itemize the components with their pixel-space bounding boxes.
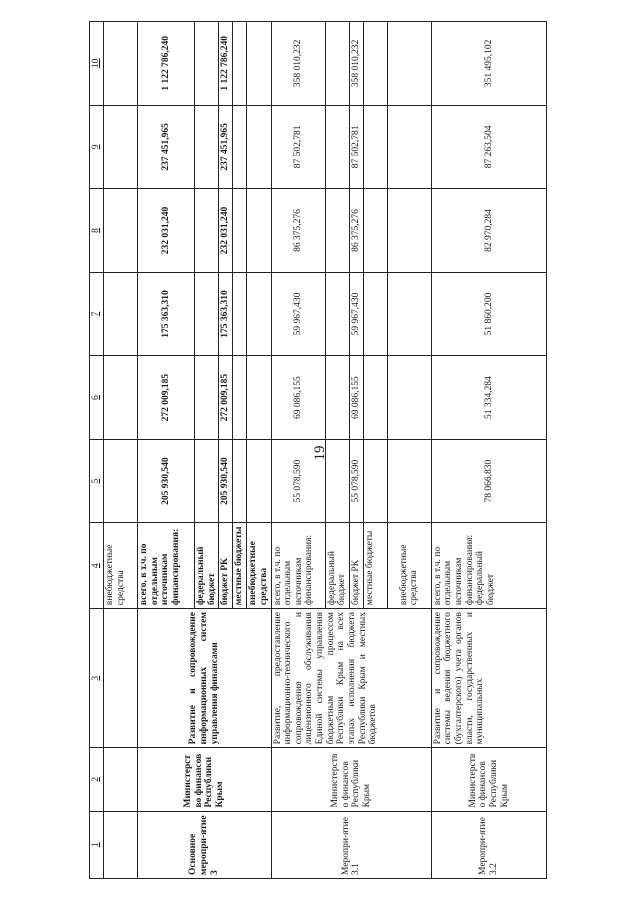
source-cell: внебюджетные средства	[247, 523, 271, 609]
value-cell: 358 010,232	[271, 22, 325, 106]
value-cell	[387, 189, 431, 273]
value-cell	[363, 22, 387, 106]
value-cell	[325, 272, 349, 356]
header-cell: 8	[90, 189, 104, 273]
value-cell	[104, 356, 138, 440]
value-cell: 232 031,240	[219, 189, 233, 273]
value-cell: 1 122 786,240	[138, 22, 195, 106]
value-cell: 205 930,540	[219, 439, 233, 523]
header-cell: 10	[90, 22, 104, 106]
value-cell	[325, 356, 349, 440]
value-cell: 175 363,310	[219, 272, 233, 356]
value-cell	[195, 272, 219, 356]
value-cell: 232 031,240	[138, 189, 195, 273]
value-cell: 358 010,232	[349, 22, 363, 106]
value-cell: 272 009,185	[138, 356, 195, 440]
source-cell: бюджет РК	[349, 523, 363, 609]
source-cell: внебюджетные средства	[104, 523, 138, 609]
value-cell: 272 009,185	[219, 356, 233, 440]
value-cell	[325, 22, 349, 106]
event-cell: Основное меропри-ятие 3	[138, 811, 272, 878]
executor-cell: Министерство финансов Республики Крым	[431, 748, 546, 811]
value-cell	[233, 105, 247, 189]
value-cell	[104, 105, 138, 189]
value-cell: 87 263,504	[431, 105, 546, 189]
table-row	[138, 22, 195, 879]
table-row	[271, 22, 325, 879]
name-cell: Развитие и сопровождение системы ведения бюджетного (бухгалтерского) учета органов власти, государственных и муниципальных	[431, 609, 546, 748]
value-cell	[247, 189, 271, 273]
value-cell: 69 086,155	[349, 356, 363, 440]
name-cell: Развитие, предоставление информационно-технического сопровождения и лицензионного обслуживания Единой системы управления бюджетным процессом Республики Крым на всех этапах исполнения бюджета Республики Крым и местных бюджетов	[271, 609, 431, 748]
value-cell	[247, 439, 271, 523]
value-cell	[195, 105, 219, 189]
value-cell: 86 375,276	[271, 189, 325, 273]
name-cell: Развитие и сопровождение информационных систем управления финансами	[138, 609, 272, 748]
value-cell: 51 860,200	[431, 272, 546, 356]
event-cell: Меропри-ятие 3.2	[431, 811, 546, 878]
value-cell	[363, 439, 387, 523]
value-cell	[195, 22, 219, 106]
value-cell	[387, 439, 431, 523]
header-cell: 5	[90, 439, 104, 523]
source-cell: всего, в т.ч. по отдельным источникам финансирования:	[138, 523, 195, 609]
source-cell: бюджет РК	[219, 523, 233, 609]
value-cell: 59 967,430	[271, 272, 325, 356]
table-row	[104, 22, 138, 879]
value-cell: 351 495,102	[431, 22, 546, 106]
source-cell: местные бюджеты	[363, 523, 387, 609]
value-cell	[325, 439, 349, 523]
value-cell	[195, 356, 219, 440]
header-cell: 9	[90, 105, 104, 189]
column-number-row	[90, 22, 104, 879]
value-cell	[325, 189, 349, 273]
value-cell: 237 451,965	[138, 105, 195, 189]
value-cell	[387, 272, 431, 356]
table-row	[431, 22, 546, 879]
source-cell: внебюджетные средства	[387, 523, 431, 609]
value-cell: 51 334,284	[431, 356, 546, 440]
value-cell	[387, 105, 431, 189]
value-cell	[233, 356, 247, 440]
source-cell: федеральный бюджет	[195, 523, 219, 609]
value-cell: 175 363,310	[138, 272, 195, 356]
value-cell: 55 078,590	[271, 439, 325, 523]
executor-cell: Министерство финансов Республики Крым	[138, 748, 272, 811]
value-cell	[104, 439, 138, 523]
source-cell: федеральный бюджет	[325, 523, 349, 609]
value-cell	[363, 272, 387, 356]
value-cell	[247, 272, 271, 356]
source-cell: всего, в т.ч. по отдельным источникам финансирования: федеральный бюджет	[431, 523, 546, 609]
name-cell	[104, 609, 138, 748]
value-cell: 55 078,590	[349, 439, 363, 523]
value-cell	[387, 22, 431, 106]
value-cell: 86 375,276	[349, 189, 363, 273]
value-cell: 237 451,965	[219, 105, 233, 189]
value-cell	[363, 105, 387, 189]
value-cell	[247, 22, 271, 106]
value-cell	[363, 356, 387, 440]
header-cell: 7	[90, 272, 104, 356]
value-cell	[104, 272, 138, 356]
value-cell: 82 970,284	[431, 189, 546, 273]
header-cell: 1	[90, 811, 104, 878]
value-cell	[363, 189, 387, 273]
executor-cell	[104, 748, 138, 811]
source-cell: местные бюджеты	[233, 523, 247, 609]
value-cell	[233, 189, 247, 273]
value-cell: 205 930,540	[138, 439, 195, 523]
header-cell: 6	[90, 356, 104, 440]
header-cell: 3	[90, 609, 104, 748]
value-cell: 59 967,430	[349, 272, 363, 356]
value-cell	[104, 22, 138, 106]
value-cell	[325, 105, 349, 189]
value-cell	[233, 22, 247, 106]
event-cell: Меропри-ятие 3.1	[271, 811, 431, 878]
value-cell	[233, 439, 247, 523]
value-cell	[104, 189, 138, 273]
value-cell: 78 066,830	[431, 439, 546, 523]
value-cell	[233, 272, 247, 356]
value-cell	[247, 105, 271, 189]
value-cell	[387, 356, 431, 440]
value-cell: 87 502,781	[271, 105, 325, 189]
header-cell: 2	[90, 748, 104, 811]
executor-cell: Министерство финансов Республики Крым	[271, 748, 431, 811]
header-cell: 4	[90, 523, 104, 609]
source-cell: всего, в т.ч. по отдельным источникам финансирования:	[271, 523, 325, 609]
financing-table	[89, 21, 547, 879]
value-cell: 69 086,155	[271, 356, 325, 440]
value-cell	[195, 439, 219, 523]
value-cell: 1 122 786,240	[219, 22, 233, 106]
event-cell	[104, 811, 138, 878]
value-cell	[195, 189, 219, 273]
page-number: 19	[311, 445, 328, 461]
rotated-table-container	[89, 21, 547, 879]
value-cell: 87 502,781	[349, 105, 363, 189]
value-cell	[247, 356, 271, 440]
